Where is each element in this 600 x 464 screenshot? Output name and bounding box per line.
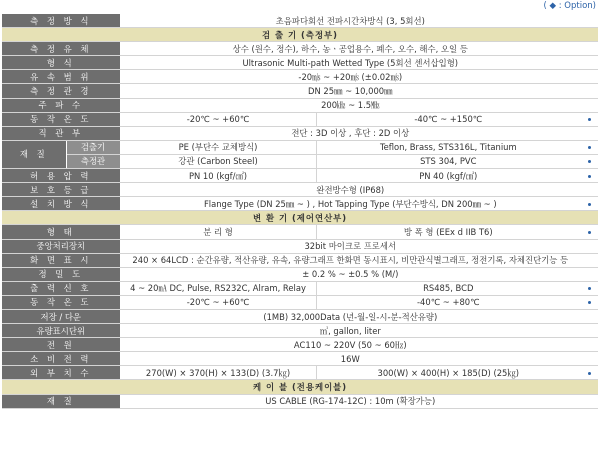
spec-label: 출 력 신 호: [2, 281, 120, 295]
section-title: 변 환 기 (제어연산부): [2, 211, 598, 225]
option-mark-cell: [580, 394, 598, 408]
spec-row: [2, 98, 598, 112]
spec-row: [2, 42, 598, 56]
option-dot-icon: [588, 118, 591, 121]
spec-label: 재 질: [2, 394, 120, 408]
spec-table-body: [2, 14, 598, 408]
option-legend: ( ◆ : Option): [543, 1, 596, 11]
spec-row: [2, 183, 598, 197]
spec-sublabel: 측정관: [66, 154, 120, 168]
spec-row: [2, 352, 598, 366]
spec-label: 허 용 압 력: [2, 169, 120, 183]
spec-label: 설 치 방 식: [2, 197, 120, 211]
option-mark-cell: [580, 352, 598, 366]
option-dot-icon: [588, 160, 591, 163]
spec-value: Flange Type (DN 25㎜ ~ ) , Hot Tapping Type (부단수방식, DN 200㎜ ~ ): [120, 197, 580, 211]
option-dot-icon: [588, 146, 591, 149]
spec-row: [2, 267, 598, 281]
spec-label: 측 정 방 식: [2, 14, 120, 28]
spec-row: [2, 56, 598, 70]
spec-value-standard: PN 10 (kgf/㎠): [120, 169, 316, 183]
option-mark-cell: [580, 154, 598, 168]
option-mark-cell: [580, 338, 598, 352]
spec-row: [2, 295, 598, 309]
option-mark-cell: [580, 366, 598, 380]
spec-row: [2, 154, 598, 168]
spec-value: -20㎧ ~ +20㎧ (±0.02㎧): [120, 70, 580, 84]
option-mark-cell: [580, 267, 598, 281]
option-mark-cell: [580, 239, 598, 253]
spec-label: 동 작 온 도: [2, 112, 120, 126]
spec-row: [2, 169, 598, 183]
spec-value: 240 × 64LCD : 순간유량, 적산유량, 유속, 유량그래프 한화면 동시표시, 비만관식별그래프, 정전기록, 자체진단기능 등: [120, 253, 580, 267]
spec-row: [2, 338, 598, 352]
option-dot-icon: [588, 301, 591, 304]
option-mark-cell: [580, 126, 598, 140]
spec-table: [2, 14, 598, 409]
option-mark-cell: [580, 225, 598, 239]
option-mark-cell: [580, 253, 598, 267]
spec-value-standard: -20℃ ~ +60℃: [120, 112, 316, 126]
option-mark-cell: [580, 84, 598, 98]
spec-label: 저장 / 다운: [2, 309, 120, 323]
spec-value-option: RS485, BCD: [316, 281, 580, 295]
section-title: 검 출 기 (측정부): [2, 28, 598, 42]
spec-row: [2, 126, 598, 140]
spec-value-option: PN 40 (kgf/㎠): [316, 169, 580, 183]
option-mark-cell: [580, 197, 598, 211]
option-mark-cell: [580, 42, 598, 56]
option-dot-icon: [588, 372, 591, 375]
option-mark-cell: [580, 169, 598, 183]
spec-value-option: -40℃ ~ +80℃: [316, 295, 580, 309]
spec-label: 화 면 표 시: [2, 253, 120, 267]
spec-label: 유 속 범 위: [2, 70, 120, 84]
spec-row: [2, 394, 598, 408]
spec-value: Ultrasonic Multi-path Wetted Type (5회선 센서삽입형): [120, 56, 580, 70]
spec-value-standard: 분 리 형: [120, 225, 316, 239]
spec-value: 32bit 마이크로 프로세서: [120, 239, 580, 253]
spec-row: [2, 324, 598, 338]
option-dot-icon: [588, 175, 591, 178]
spec-label: 소 비 전 력: [2, 352, 120, 366]
option-mark-cell: [580, 183, 598, 197]
spec-label: 정 밀 도: [2, 267, 120, 281]
spec-label: 동 작 온 도: [2, 295, 120, 309]
spec-value: AC110 ~ 220V (50 ~ 60㎐): [120, 338, 580, 352]
option-mark-cell: [580, 281, 598, 295]
option-mark-cell: [580, 70, 598, 84]
spec-label: 형 태: [2, 225, 120, 239]
spec-label: 직 관 부: [2, 126, 120, 140]
spec-value-option: STS 304, PVC: [316, 154, 580, 168]
spec-sublabel: 검출기: [66, 140, 120, 154]
spec-value: 완전방수형 (IP68): [120, 183, 580, 197]
spec-row: [2, 239, 598, 253]
option-dot-icon: [588, 203, 591, 206]
spec-value: ± 0.2 % ~ ±0.5 % (M/): [120, 267, 580, 281]
spec-value: ㎥, gallon, liter: [120, 324, 580, 338]
option-mark-cell: [580, 324, 598, 338]
section-header-row: [2, 380, 598, 394]
section-title: 케 이 블 (전용케이블): [2, 380, 598, 394]
option-mark-cell: [580, 56, 598, 70]
spec-row: [2, 70, 598, 84]
spec-value: US CABLE (RG-174-12C) : 10m (확장가능): [120, 394, 580, 408]
spec-row: [2, 366, 598, 380]
spec-value: (1MB) 32,000Data (년-월-일-시-분-적산유량): [120, 309, 580, 323]
spec-value: 상수 (원수, 정수), 하수, 농ㆍ공업용수, 폐수, 오수, 해수, 오일 등: [120, 42, 580, 56]
spec-row: [2, 253, 598, 267]
spec-value: 초음파다회선 전파시간차방식 (3, 5회선): [120, 14, 580, 28]
option-mark-cell: [580, 140, 598, 154]
spec-label: 중앙처리장치: [2, 239, 120, 253]
option-mark-cell: [580, 14, 598, 28]
spec-value-option: -40℃ ~ +150℃: [316, 112, 580, 126]
option-dot-icon: [588, 231, 591, 234]
spec-label: 측 정 관 경: [2, 84, 120, 98]
spec-value: 전단 : 3D 이상 , 후단 : 2D 이상: [120, 126, 580, 140]
spec-row: [2, 140, 598, 154]
spec-value-standard: 강관 (Carbon Steel): [120, 154, 316, 168]
spec-value-option: 방 폭 형 (EEx d IIB T6): [316, 225, 580, 239]
spec-row: [2, 112, 598, 126]
option-mark-cell: [580, 309, 598, 323]
spec-label: 전 원: [2, 338, 120, 352]
option-mark-cell: [580, 98, 598, 112]
spec-label: 유량표시단위: [2, 324, 120, 338]
spec-value-standard: 270(W) × 370(H) × 133(D) (3.7㎏): [120, 366, 316, 380]
spec-value: 16W: [120, 352, 580, 366]
spec-label: 측 정 유 체: [2, 42, 120, 56]
section-header-row: [2, 28, 598, 42]
spec-row: [2, 14, 598, 28]
spec-label: 형 식: [2, 56, 120, 70]
spec-value-option: 300(W) × 400(H) × 185(D) (25㎏): [316, 366, 580, 380]
spec-value: 200㎑ ~ 1.5㎒: [120, 98, 580, 112]
spec-value-option: Teflon, Brass, STS316L, Titanium: [316, 140, 580, 154]
spec-value-standard: -20℃ ~ +60℃: [120, 295, 316, 309]
option-dot-icon: [588, 287, 591, 290]
option-mark-cell: [580, 295, 598, 309]
spec-row: [2, 197, 598, 211]
section-header-row: [2, 211, 598, 225]
spec-label: 외 부 치 수: [2, 366, 120, 380]
spec-row: [2, 225, 598, 239]
spec-value-standard: PE (부단수 교체방식): [120, 140, 316, 154]
spec-row: [2, 281, 598, 295]
option-mark-cell: [580, 112, 598, 126]
spec-label: 보 호 등 급: [2, 183, 120, 197]
spec-row: [2, 309, 598, 323]
spec-label: 주 파 수: [2, 98, 120, 112]
spec-row: [2, 84, 598, 98]
spec-value-standard: 4 ~ 20㎃ DC, Pulse, RS232C, Alram, Relay: [120, 281, 316, 295]
spec-label: 재 질: [2, 140, 66, 168]
spec-value: DN 25㎜ ~ 10,000㎜: [120, 84, 580, 98]
